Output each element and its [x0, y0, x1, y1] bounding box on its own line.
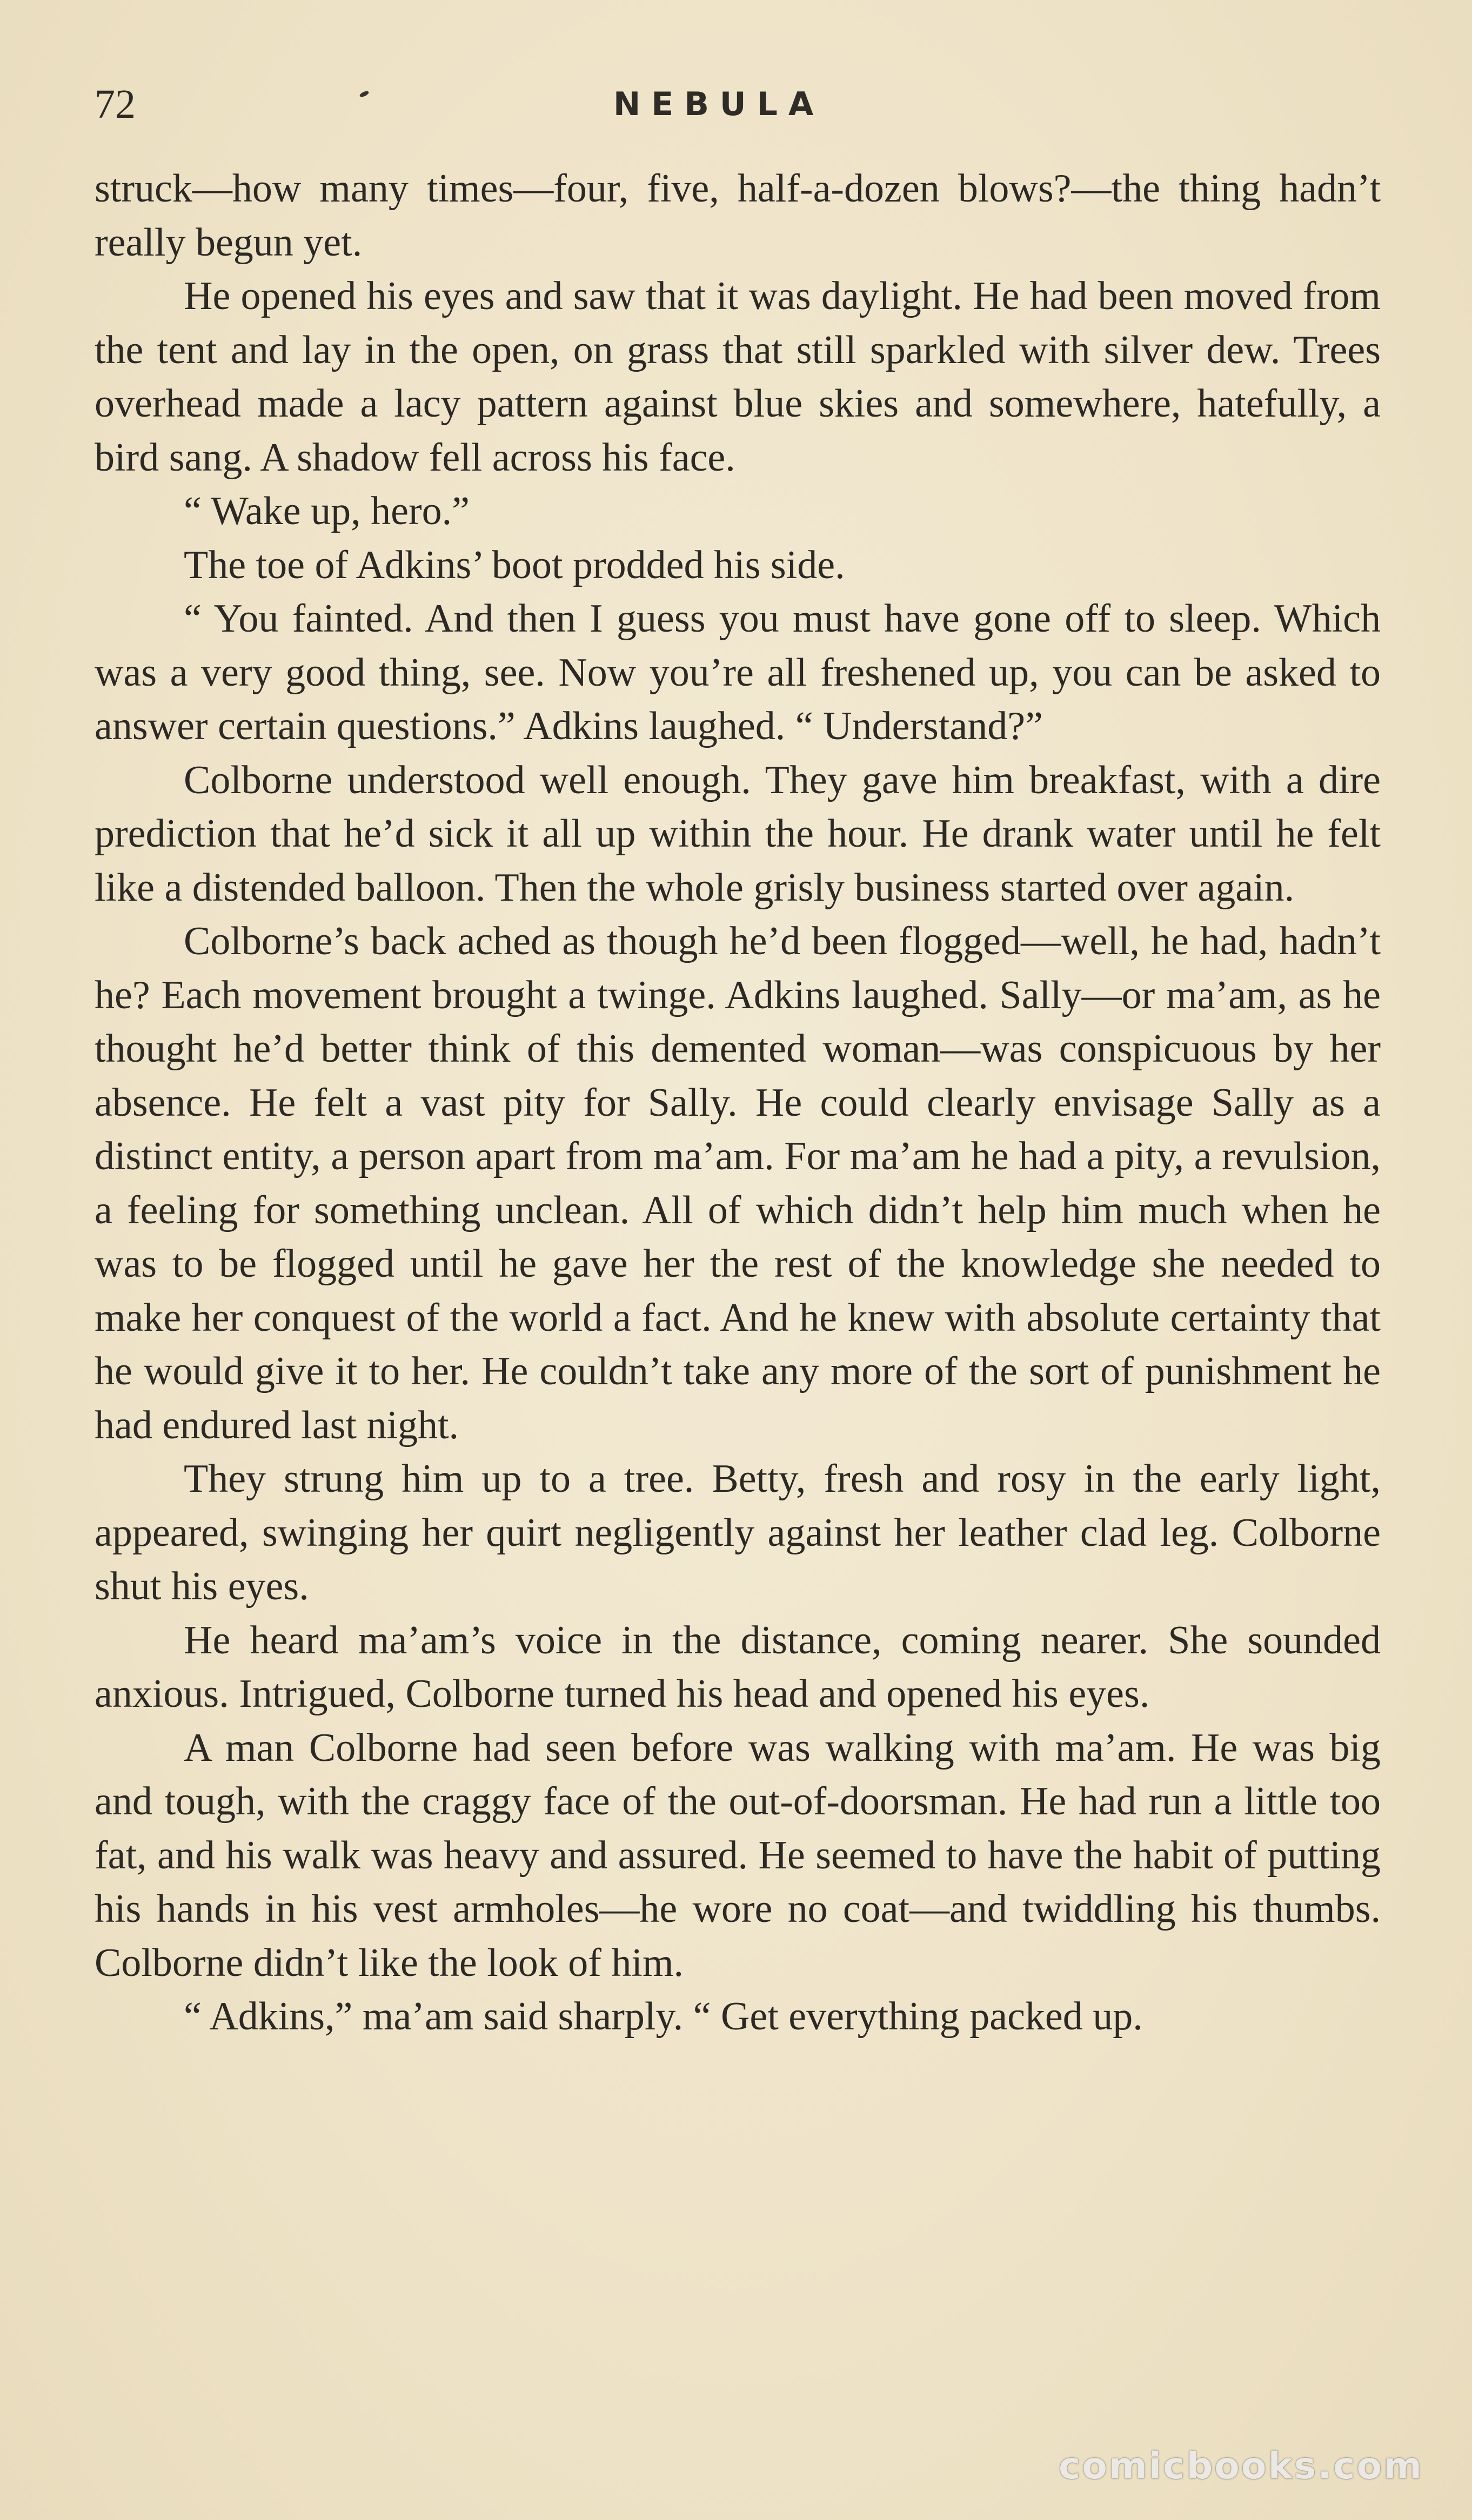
paragraph: Colborne’s back ached as though he’d been flogged—well, he had, hadn’t he? Each movement brought a twinge. Adkins laughed. Sally—or ma’am, as he thought he’d better think of this demented woman—was conspicuous by her absence. He felt a vast pity for Sally. He could clearly envisage Sally as a distinct entity, a person apart from ma’am. For ma’am he had a pity, a revulsion, a feeling for something unclean. All of which didn’t help him much when he was to be flogged until he gave her the rest of the knowledge she needed to make her conquest of the world a fact. And he knew with absolute certainty that he would give it to her. He couldn’t take any more of the sort of punishment he had endured last night. [95, 919, 1381, 1447]
page-header [95, 81, 1381, 140]
paragraph: “ Wake up, hero.” [184, 489, 470, 533]
paragraph: They strung him up to a tree. Betty, fresh and rosy in the early light, appeared, swinging her quirt negligently against her leather clad leg. Colborne shut his eyes. [95, 1457, 1381, 1608]
paragraph: He opened his eyes and saw that it was daylight. He had been moved from the tent and lay in the open, on grass that still sparkled with silver dew. Trees overhead made a lacy pattern against blue skies and somewhere, hatefully, a bird sang. A shadow fell across his face. [95, 274, 1381, 480]
paragraph: A man Colborne had seen before was walking with ma’am. He was big and tough, with the craggy face of the out-of-doorsman. He had run a little too fat, and his walk was heavy and assured. He seemed to have the habit of putting his hands in his vest armholes—he wore no coat—and twiddling his thumbs. Colborne didn’t like the look of him. [95, 1725, 1381, 1985]
paragraph: The toe of Adkins’ boot prodded his side. [184, 542, 845, 587]
paragraph: “ You fainted. And then I guess you must have gone off to sleep. Which was a very good thing, see. Now you’re all freshened up, you can be asked to answer certain questions.” Adkins laughed. “ Understand?” [95, 597, 1381, 748]
body-text [95, 162, 1381, 2044]
watermark: comicbooks.com [1058, 2445, 1423, 2488]
paragraph: He heard ma’am’s voice in the distance, coming nearer. She sounded anxious. Intrigued, Colborne turned his head and opened his eyes. [95, 1618, 1381, 1716]
paragraph: struck—how many times—four, five, half-a-dozen blows?—the thing hadn’t really begun yet. [95, 166, 1381, 265]
page-number: 72 [95, 82, 136, 127]
ink-speck [359, 90, 370, 98]
paragraph: “ Adkins,” ma’am said sharply. “ Get everything packed up. [184, 1994, 1143, 2039]
paragraph: Colborne understood well enough. They gave him breakfast, with a dire prediction that he’d sick it all up within the hour. He drank water until he felt like a distended balloon. Then the whole grisly business started over again. [95, 758, 1381, 910]
running-head: NEBULA [613, 85, 825, 123]
